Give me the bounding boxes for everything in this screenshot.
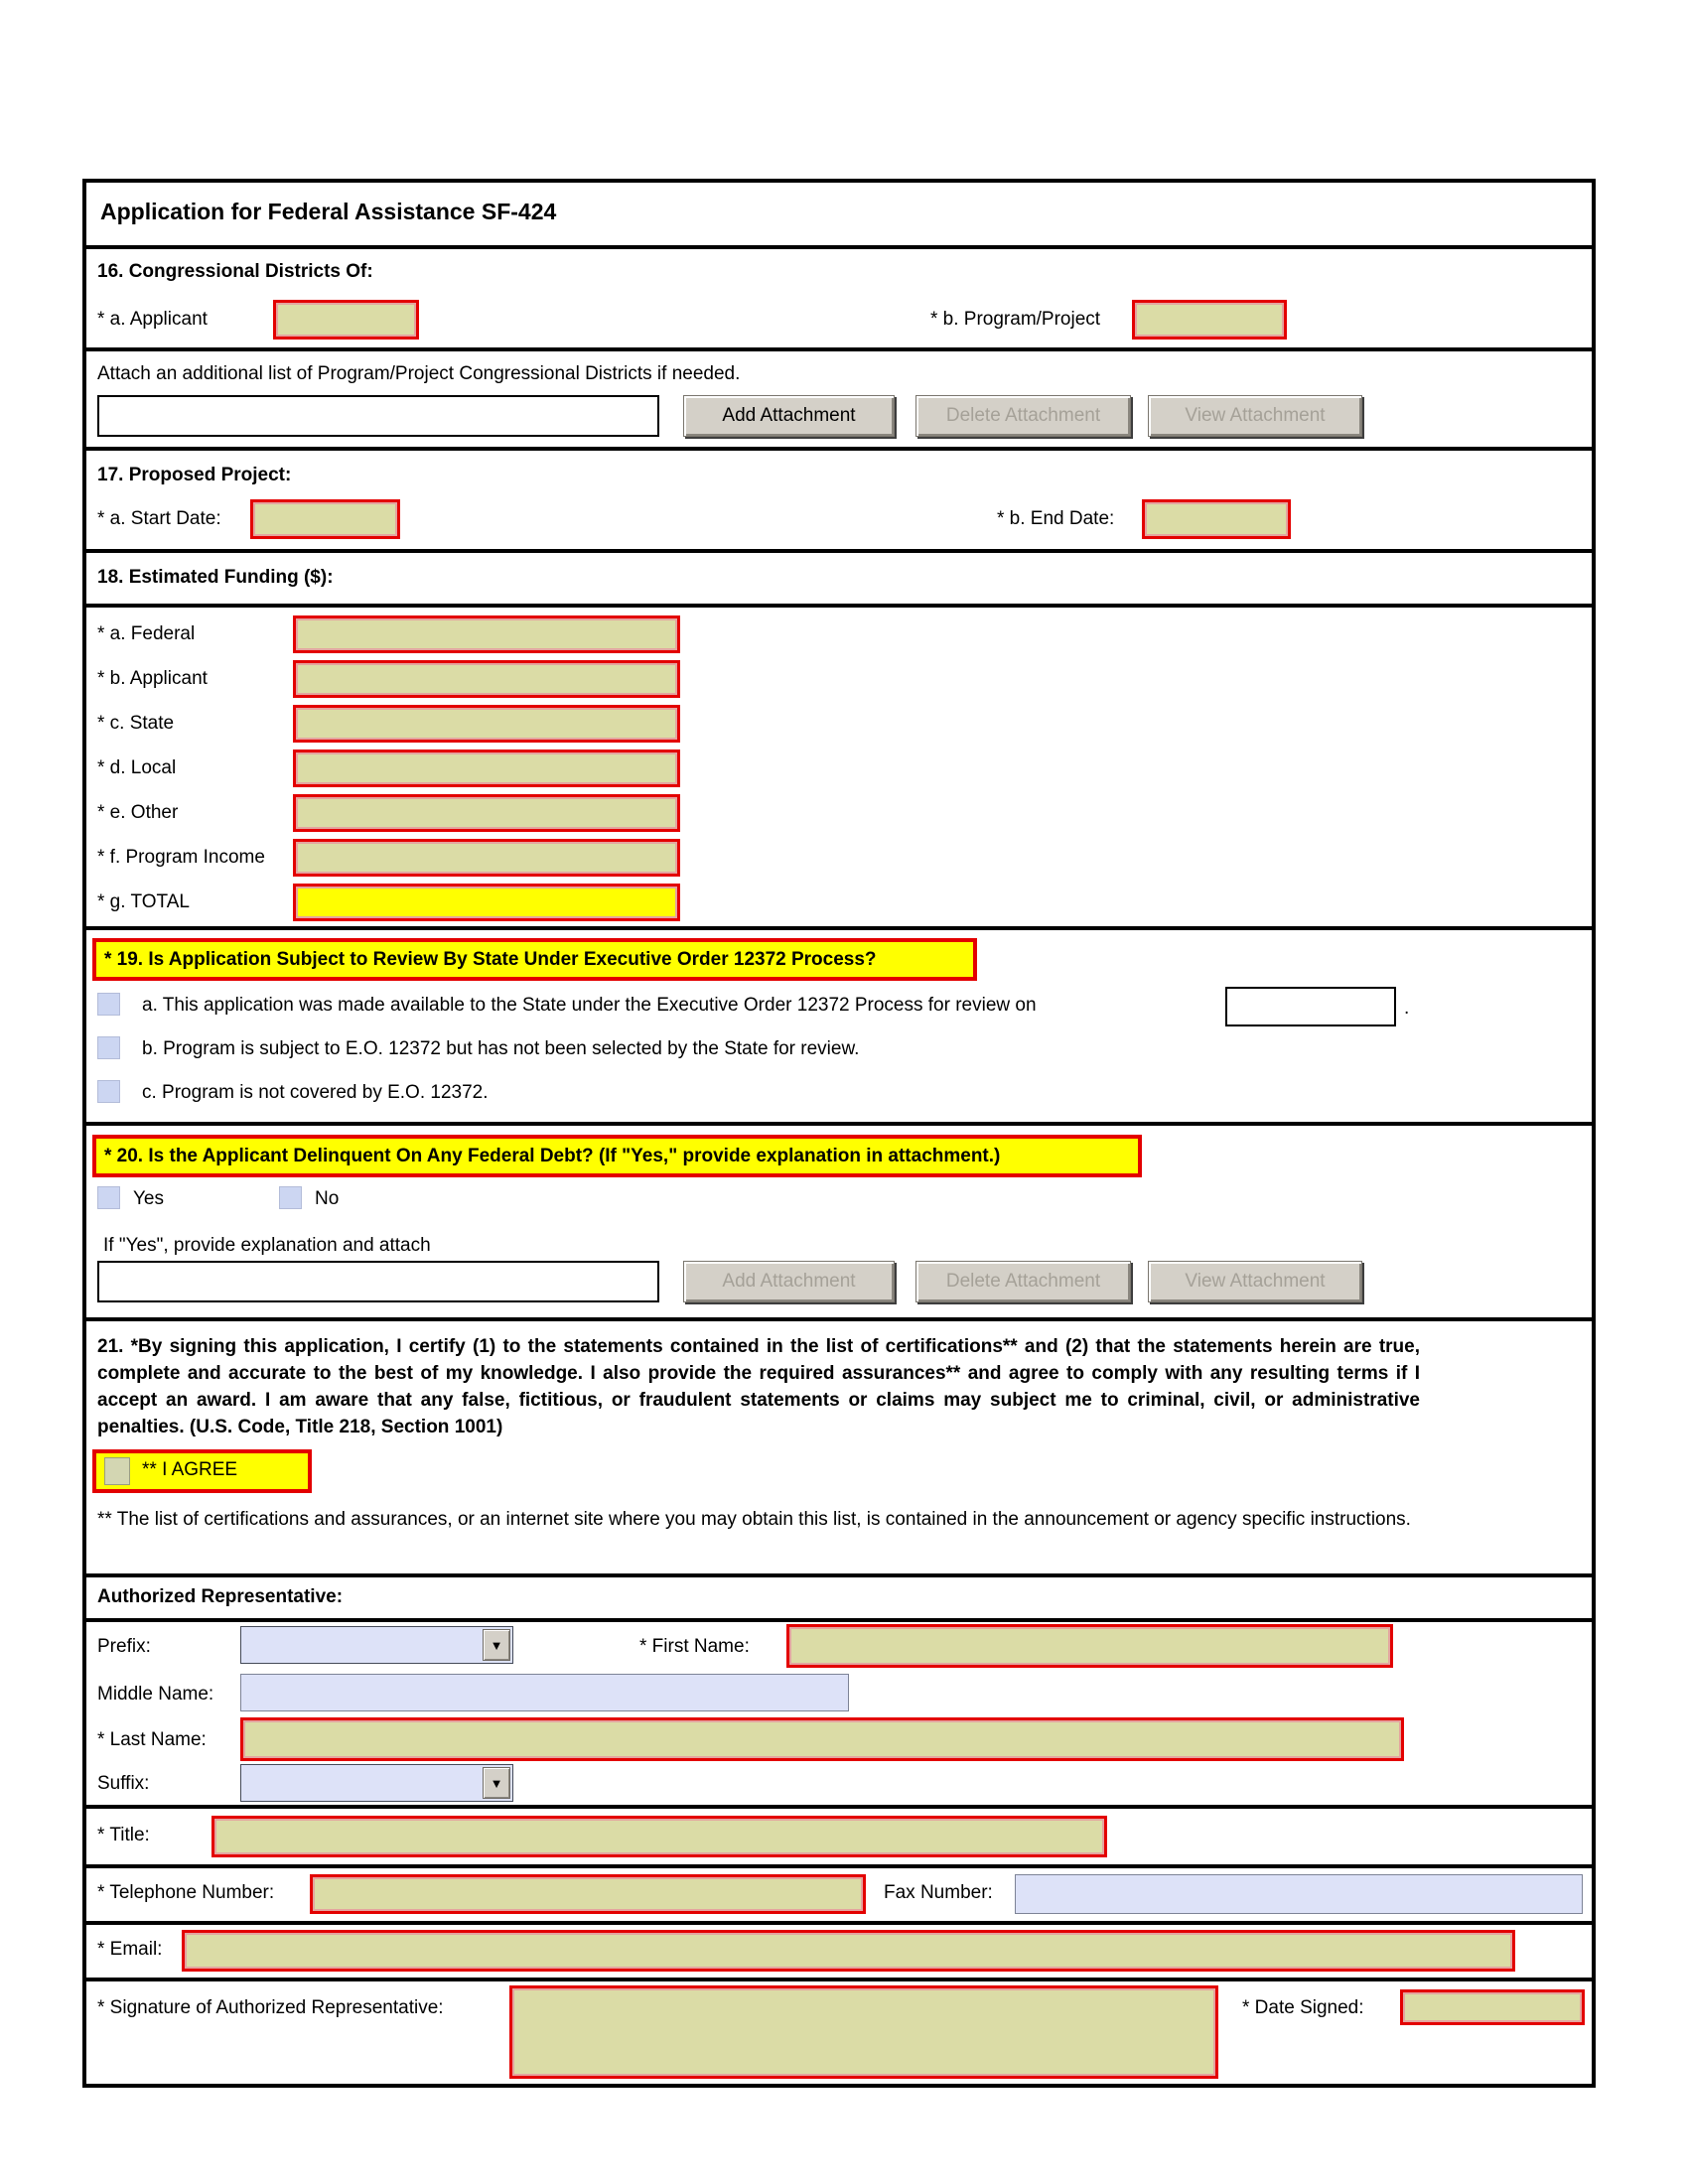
suffix-dropdown-arrow-icon[interactable]: ▼ bbox=[483, 1767, 510, 1799]
last-name-field[interactable] bbox=[240, 1717, 1404, 1761]
eo12372-option-b-label: b. Program is subject to E.O. 12372 but has not been selected by the State for review. bbox=[142, 1038, 860, 1059]
funding-state-field[interactable] bbox=[293, 705, 680, 743]
rep-phone-row bbox=[86, 1864, 1592, 1921]
section-16-heading: 16. Congressional Districts Of: bbox=[97, 261, 373, 282]
certification-footnote: ** The list of certifications and assurances, or an internet site where you may obtain this list, is contained in the announcement or agency specific instructions. bbox=[97, 1509, 1411, 1530]
funding-local-label: * d. Local bbox=[97, 757, 177, 778]
eo12372-option-c-checkbox[interactable] bbox=[97, 1080, 120, 1103]
funding-applicant-label: * b. Applicant bbox=[97, 668, 208, 689]
funding-applicant-field[interactable] bbox=[293, 660, 680, 698]
debt-yes-label: Yes bbox=[133, 1188, 164, 1209]
eo12372-period: . bbox=[1404, 998, 1410, 1019]
debt-no-checkbox[interactable] bbox=[279, 1186, 302, 1209]
debt-yes-checkbox[interactable] bbox=[97, 1186, 120, 1209]
debt-no-label: No bbox=[315, 1188, 340, 1209]
attachment16-filename-input[interactable] bbox=[97, 395, 659, 437]
eo12372-option-a-checkbox[interactable] bbox=[97, 993, 120, 1016]
attachment20-delete-button[interactable]: Delete Attachment bbox=[915, 1261, 1131, 1302]
funding-federal-field[interactable] bbox=[293, 615, 680, 653]
sf424-form bbox=[82, 179, 1596, 2088]
attachment16-add-button[interactable]: Add Attachment bbox=[683, 395, 895, 437]
end-date-field[interactable] bbox=[1142, 499, 1291, 539]
first-name-field[interactable] bbox=[786, 1624, 1393, 1668]
suffix-select[interactable] bbox=[240, 1764, 513, 1802]
agree-checkbox[interactable] bbox=[104, 1457, 130, 1485]
funding-state-label: * c. State bbox=[97, 713, 175, 734]
suffix-label: Suffix: bbox=[97, 1773, 150, 1794]
eo12372-option-c-label: c. Program is not covered by E.O. 12372. bbox=[142, 1082, 489, 1103]
first-name-label: * First Name: bbox=[639, 1636, 750, 1657]
rep-title-label: * Title: bbox=[97, 1825, 150, 1845]
section-16-attachment bbox=[86, 347, 1592, 447]
section-16 bbox=[86, 245, 1592, 347]
middle-name-field[interactable] bbox=[240, 1674, 849, 1711]
email-field[interactable] bbox=[182, 1930, 1515, 1972]
section-19 bbox=[86, 926, 1592, 1122]
rep-email-row bbox=[86, 1921, 1592, 1978]
end-date-label: * b. End Date: bbox=[997, 508, 1115, 529]
section-18-fields bbox=[86, 604, 1592, 926]
attachment20-view-button[interactable]: View Attachment bbox=[1148, 1261, 1362, 1302]
start-date-label: * a. Start Date: bbox=[97, 508, 221, 529]
funding-total-field[interactable] bbox=[293, 884, 680, 921]
authorized-rep-header bbox=[86, 1573, 1592, 1618]
agree-box bbox=[92, 1449, 312, 1493]
eo12372-option-a-label: a. This application was made available to the State under the Executive Order 12372 Process for review on bbox=[142, 995, 1037, 1016]
rep-title-field[interactable] bbox=[211, 1816, 1107, 1857]
prefix-dropdown-arrow-icon[interactable]: ▼ bbox=[483, 1629, 510, 1661]
section-20-heading-box bbox=[92, 1135, 1142, 1177]
phone-field[interactable] bbox=[310, 1874, 866, 1914]
rep-title-row bbox=[86, 1805, 1592, 1864]
eo12372-option-b-checkbox[interactable] bbox=[97, 1036, 120, 1059]
prefix-select[interactable] bbox=[240, 1626, 513, 1664]
section-21 bbox=[86, 1317, 1592, 1573]
date-signed-label: * Date Signed: bbox=[1242, 1997, 1364, 2018]
certification-text: 21. *By signing this application, I certify (1) to the statements contained in the list of certifications** and (2) that the statements herein are true, complete and accurate to the best of my knowledge. I also provide the required assurances** and agree to comply with any resulting terms if I accept an award. I am aware that any false, fictitious, or fraudulent statements or claims may subject me to criminal, civil, or administrative penalties. (U.S. Code, Title 218, Section 1001) bbox=[97, 1336, 1420, 1437]
funding-federal-label: * a. Federal bbox=[97, 623, 196, 644]
section-20-heading: * 20. Is the Applicant Delinquent On Any Federal Debt? (If "Yes," provide explanation in attachment.) bbox=[104, 1146, 1001, 1166]
funding-other-label: * e. Other bbox=[97, 802, 179, 823]
email-label: * Email: bbox=[97, 1939, 163, 1960]
last-name-label: * Last Name: bbox=[97, 1729, 207, 1750]
program-district-field[interactable] bbox=[1132, 300, 1287, 340]
funding-other-field[interactable] bbox=[293, 794, 680, 832]
agree-label: ** I AGREE bbox=[142, 1459, 238, 1480]
section-19-heading: * 19. Is Application Subject to Review By State Under Executive Order 12372 Process? bbox=[104, 949, 877, 970]
form-title-bar bbox=[86, 183, 1592, 245]
section-17 bbox=[86, 447, 1592, 549]
authorized-rep-heading: Authorized Representative: bbox=[97, 1586, 344, 1607]
program-district-label: * b. Program/Project bbox=[930, 309, 1101, 330]
signature-label: * Signature of Authorized Representative: bbox=[97, 1997, 444, 2018]
phone-label: * Telephone Number: bbox=[97, 1882, 275, 1903]
funding-program-income-label: * f. Program Income bbox=[97, 847, 265, 868]
section-18-heading: 18. Estimated Funding ($): bbox=[97, 567, 334, 588]
applicant-district-field[interactable] bbox=[273, 300, 419, 340]
middle-name-label: Middle Name: bbox=[97, 1684, 214, 1705]
attachment16-delete-button[interactable]: Delete Attachment bbox=[915, 395, 1131, 437]
attachment20-add-button[interactable]: Add Attachment bbox=[683, 1261, 895, 1302]
section-18-header bbox=[86, 549, 1592, 604]
debt-explanation-label: If "Yes", provide explanation and attach bbox=[103, 1235, 431, 1256]
funding-program-income-field[interactable] bbox=[293, 839, 680, 877]
applicant-district-label: * a. Applicant bbox=[97, 309, 208, 330]
prefix-label: Prefix: bbox=[97, 1636, 151, 1657]
authorized-rep-names bbox=[86, 1618, 1592, 1805]
attachment16-instruction: Attach an additional list of Program/Project Congressional Districts if needed. bbox=[97, 363, 741, 384]
eo12372-review-date-field[interactable] bbox=[1225, 987, 1396, 1026]
fax-field[interactable] bbox=[1015, 1874, 1583, 1914]
start-date-field[interactable] bbox=[250, 499, 400, 539]
date-signed-field[interactable] bbox=[1400, 1989, 1585, 2025]
section-19-heading-box bbox=[92, 938, 977, 981]
attachment20-filename-input[interactable] bbox=[97, 1261, 659, 1302]
funding-local-field[interactable] bbox=[293, 750, 680, 787]
section-17-heading: 17. Proposed Project: bbox=[97, 465, 292, 485]
form-title: Application for Federal Assistance SF-424 bbox=[100, 199, 557, 224]
fax-label: Fax Number: bbox=[884, 1882, 993, 1903]
rep-signature-row bbox=[86, 1978, 1592, 2084]
section-20 bbox=[86, 1122, 1592, 1317]
funding-total-label: * g. TOTAL bbox=[97, 891, 190, 912]
signature-field[interactable] bbox=[509, 1985, 1218, 2079]
attachment16-view-button[interactable]: View Attachment bbox=[1148, 395, 1362, 437]
